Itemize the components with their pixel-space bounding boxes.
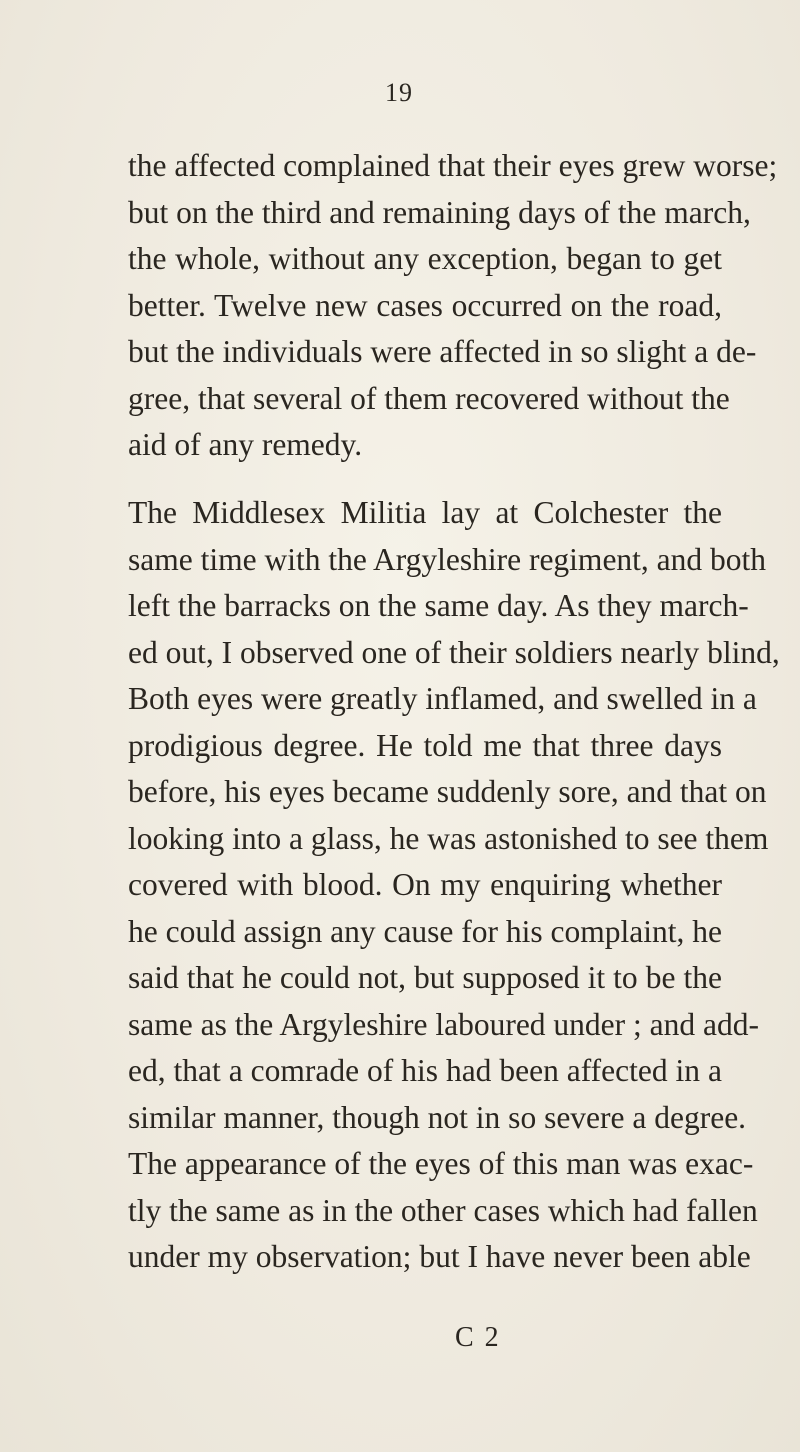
text-line: under my observation; but I have never been able bbox=[128, 1239, 751, 1274]
text-line: covered with blood. On my enquiring whether bbox=[128, 867, 722, 902]
text-line: similar manner, though not in so severe a degree. bbox=[128, 1099, 747, 1135]
text-line: prodigious degree. He told me that three days bbox=[128, 727, 722, 763]
text-line: left the barracks on the same day. As they march- bbox=[128, 588, 749, 623]
text-line: The appearance of the eyes of this man was exac- bbox=[128, 1146, 754, 1181]
text-line: Both eyes were greatly inflamed, and swelled in a bbox=[128, 681, 757, 716]
text-line: tly the same as in the other cases which had fallen bbox=[128, 1192, 758, 1228]
signature-mark: C 2 bbox=[455, 1322, 501, 1353]
text-line: better. Twelve new cases occurred on the road, bbox=[128, 287, 722, 323]
text-line: he could assign any cause for his complaint, he bbox=[128, 913, 722, 949]
page-number: 19 bbox=[385, 78, 413, 107]
text-line: but the individuals were affected in so slight a de- bbox=[128, 334, 757, 369]
text-line: The Middlesex Militia lay at Colchester the bbox=[128, 495, 722, 530]
text-line: same as the Argyleshire laboured under ; and add- bbox=[128, 1006, 759, 1042]
text-line: but on the third and remaining days of the march, bbox=[128, 194, 751, 230]
text-line: said that he could not, but supposed it to be the bbox=[128, 960, 722, 995]
text-line: gree, that several of them recovered without the bbox=[128, 380, 730, 416]
text-line: the affected complained that their eyes grew worse; bbox=[128, 148, 778, 183]
text-line: aid of any remedy. bbox=[128, 427, 363, 462]
text-line: same time with the Argyleshire regiment, and both bbox=[128, 541, 767, 577]
text-line: ed out, I observed one of their soldiers nearly blind, bbox=[128, 634, 780, 670]
text-line: the whole, without any exception, began to get bbox=[128, 241, 722, 276]
paragraph-1 bbox=[128, 143, 778, 469]
text-line: looking into a glass, he was astonished to see them bbox=[128, 820, 769, 856]
text-line: ed, that a comrade of his had been affected in a bbox=[128, 1053, 722, 1088]
text-line: before, his eyes became suddenly sore, and that on bbox=[128, 774, 767, 809]
paragraph-2 bbox=[128, 490, 780, 1281]
